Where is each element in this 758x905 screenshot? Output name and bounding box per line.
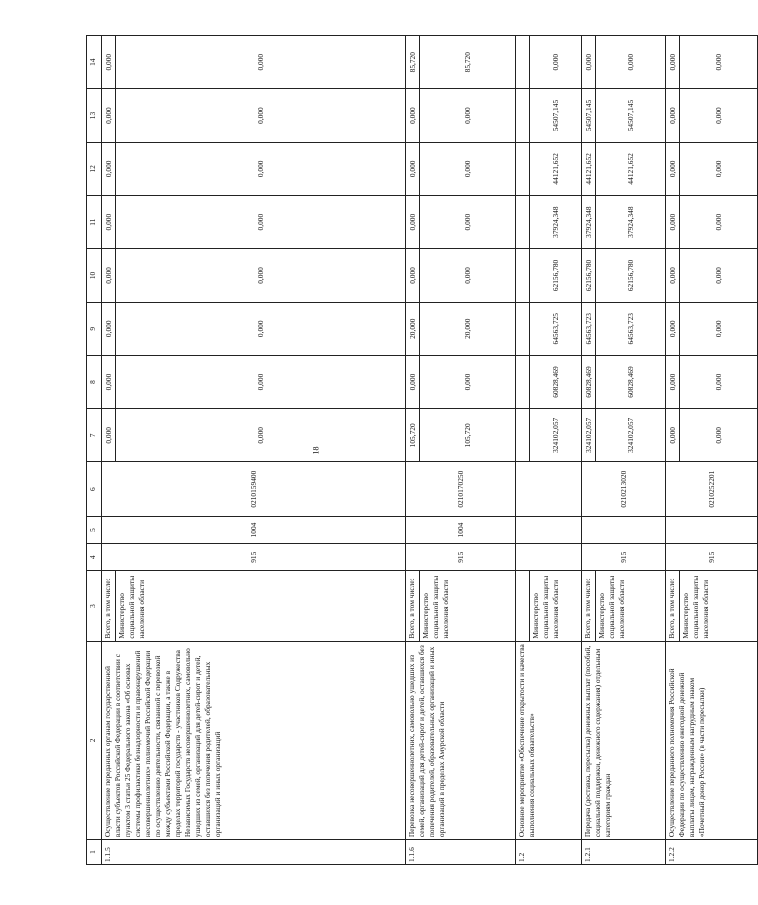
row-number: 1.1.6	[406, 840, 516, 865]
value-executor: 324102,057	[530, 409, 582, 462]
code-csr	[516, 462, 582, 516]
value-executor: 0,000	[116, 196, 406, 249]
value-executor: 0,000	[596, 36, 666, 89]
value-total: 64563,723	[582, 302, 596, 355]
code-grbs: 915	[406, 544, 516, 571]
value-total: 0,000	[102, 249, 116, 302]
value-total: 54507,145	[582, 89, 596, 142]
value-executor: 64563,723	[596, 302, 666, 355]
value-total: 0,000	[406, 249, 420, 302]
table-row	[406, 36, 420, 865]
value-executor: 0,000	[116, 409, 406, 462]
value-total	[516, 355, 530, 408]
header-cell: 12	[87, 142, 102, 195]
value-executor: 37924,348	[596, 196, 666, 249]
code-csr: 0210159400	[102, 462, 406, 516]
code-rzpr: 1004	[102, 516, 406, 543]
row-number: 1.1.5	[102, 840, 406, 865]
row-name: Передача (доставка, пересылка) денежных выплат (пособий, социальной поддержки, денежного содержания) отдельным категориям граждан	[582, 641, 666, 839]
value-total: 62156,780	[582, 249, 596, 302]
value-executor: 54507,145	[530, 89, 582, 142]
header-cell: 8	[87, 355, 102, 408]
value-total: 37924,348	[582, 196, 596, 249]
value-executor: 0,000	[680, 249, 758, 302]
code-rzpr: 1004	[406, 516, 516, 543]
header-cell: 13	[87, 89, 102, 142]
value-total: 0,000	[406, 196, 420, 249]
row-name: Осуществление переданных органам государственной власти субъектов Российской Федерации в соответствии с пунктом 3 статьи 25 Федерального закона «Об основах системы профилактики безнадзорности и правонарушений несовершеннолетних» полномочий Российской Федерации по осуществлению деятельности, связанной с перевозкой между субъектами Российской Федерации, а также в пределах территорий государств - участников Содружества Независимых Государств несовершеннолетних, самовольно ушедших из семей, организаций для детей-сирот и детей, оставшихся без попечения родителей, образовательных организаций и иных организаций	[102, 641, 406, 839]
value-executor: 0,000	[116, 142, 406, 195]
header-cell: 11	[87, 196, 102, 249]
page-number: 18	[311, 446, 321, 455]
row-number: 1.2	[516, 840, 582, 865]
row-number: 1.2.1	[582, 840, 666, 865]
code-grbs	[516, 544, 582, 571]
value-executor: 64563,725	[530, 302, 582, 355]
value-executor: 44121,652	[530, 142, 582, 195]
code-csr: 0210170250	[406, 462, 516, 516]
code-rzpr	[666, 516, 758, 543]
value-total: 85,720	[406, 36, 420, 89]
value-executor: 0,000	[680, 142, 758, 195]
table-row	[582, 36, 596, 865]
value-total: 0,000	[666, 249, 680, 302]
value-executor: 0,000	[116, 302, 406, 355]
code-csr: 0210213020	[582, 462, 666, 516]
code-grbs: 915	[582, 544, 666, 571]
value-executor: 0,000	[116, 89, 406, 142]
value-executor: 62156,780	[596, 249, 666, 302]
header-cell: 5	[87, 516, 102, 543]
value-total: 105,720	[406, 409, 420, 462]
row-name: Основное мероприятие «Обеспечение открытости и качества выполнения социальных обязательств»	[516, 641, 582, 839]
responsible-executor: Министерство социальной защиты населения области	[116, 571, 406, 641]
budget-table	[86, 35, 758, 865]
header-cell: 9	[87, 302, 102, 355]
value-total: 20,000	[406, 302, 420, 355]
value-executor: 0,000	[680, 355, 758, 408]
table-row	[516, 36, 530, 865]
header-cell: 7	[87, 409, 102, 462]
value-total	[516, 142, 530, 195]
value-executor: 0,000	[530, 36, 582, 89]
responsible-total: Всего, в том числе:	[666, 571, 680, 641]
responsible-total	[516, 571, 530, 641]
value-total: 0,000	[102, 142, 116, 195]
responsible-executor: Министерство социальной защиты населения области	[680, 571, 758, 641]
responsible-total: Всего, в том числе:	[582, 571, 596, 641]
value-total: 0,000	[666, 36, 680, 89]
value-total: 0,000	[406, 89, 420, 142]
header-cell: 2	[87, 641, 102, 839]
header-cell: 3	[87, 571, 102, 641]
responsible-total: Всего, в том числе:	[102, 571, 116, 641]
value-total	[516, 409, 530, 462]
value-total: 0,000	[666, 409, 680, 462]
value-executor: 0,000	[680, 196, 758, 249]
row-number: 1.2.2	[666, 840, 758, 865]
value-executor: 0,000	[680, 409, 758, 462]
value-executor: 0,000	[420, 355, 516, 408]
value-total: 0,000	[582, 36, 596, 89]
value-executor: 54507,145	[596, 89, 666, 142]
value-executor: 0,000	[116, 355, 406, 408]
rotated-table-container	[86, 35, 723, 865]
value-total: 0,000	[102, 409, 116, 462]
row-name: Перевозка несовершеннолетних, самовольно ушедших из семей, организаций для детей-сирот и детей, оставшихся без попечения родителей, образовательных организаций и иных организаций в пределах Амурской области	[406, 641, 516, 839]
value-total: 0,000	[406, 142, 420, 195]
value-total: 0,000	[666, 196, 680, 249]
value-total: 0,000	[666, 89, 680, 142]
value-total: 0,000	[102, 302, 116, 355]
code-csr: 0210252201	[666, 462, 758, 516]
value-total: 0,000	[666, 302, 680, 355]
value-executor: 37924,348	[530, 196, 582, 249]
value-total: 0,000	[102, 89, 116, 142]
table-row	[666, 36, 680, 865]
value-executor: 0,000	[116, 249, 406, 302]
value-executor: 85,720	[420, 36, 516, 89]
row-name: Осуществление переданного полномочия Российской Федерации по осуществлению ежегодной денежной выплаты лицам, награжденным нагрудным знаком «Почетный донор России» (в части пересылки)	[666, 641, 758, 839]
header-cell: 4	[87, 544, 102, 571]
value-total	[516, 89, 530, 142]
value-executor: 62156,780	[530, 249, 582, 302]
value-total: 0,000	[102, 196, 116, 249]
value-total: 0,000	[666, 355, 680, 408]
header-cell: 1	[87, 840, 102, 865]
responsible-executor: Министерство социальной защиты населения области	[596, 571, 666, 641]
header-row	[87, 36, 102, 865]
responsible-executor: Министерство социальной защиты населения области	[530, 571, 582, 641]
value-total: 60828,469	[582, 355, 596, 408]
header-cell: 6	[87, 462, 102, 516]
value-total: 0,000	[406, 355, 420, 408]
value-executor: 0,000	[420, 89, 516, 142]
value-total: 44121,652	[582, 142, 596, 195]
responsible-executor: Министерство социальной защиты населения области	[420, 571, 516, 641]
code-rzpr	[516, 516, 582, 543]
table-body	[102, 36, 758, 865]
code-grbs: 915	[666, 544, 758, 571]
value-executor: 60828,469	[596, 355, 666, 408]
value-executor: 20,000	[420, 302, 516, 355]
value-executor: 0,000	[420, 142, 516, 195]
code-grbs: 915	[102, 544, 406, 571]
table-row	[102, 36, 116, 865]
value-total: 0,000	[102, 36, 116, 89]
value-executor: 60828,469	[530, 355, 582, 408]
value-total: 0,000	[102, 355, 116, 408]
value-executor: 0,000	[680, 302, 758, 355]
code-rzpr	[582, 516, 666, 543]
header-cell: 14	[87, 36, 102, 89]
value-executor: 0,000	[420, 249, 516, 302]
value-total	[516, 36, 530, 89]
header-cell: 10	[87, 249, 102, 302]
value-executor: 44121,652	[596, 142, 666, 195]
value-total	[516, 302, 530, 355]
responsible-total: Всего, в том числе:	[406, 571, 420, 641]
value-total	[516, 196, 530, 249]
value-total: 324102,057	[582, 409, 596, 462]
value-total	[516, 249, 530, 302]
value-executor: 324102,057	[596, 409, 666, 462]
value-executor: 0,000	[680, 89, 758, 142]
value-total: 0,000	[666, 142, 680, 195]
value-executor: 0,000	[116, 36, 406, 89]
value-executor: 0,000	[680, 36, 758, 89]
value-executor: 105,720	[420, 409, 516, 462]
value-executor: 0,000	[420, 196, 516, 249]
